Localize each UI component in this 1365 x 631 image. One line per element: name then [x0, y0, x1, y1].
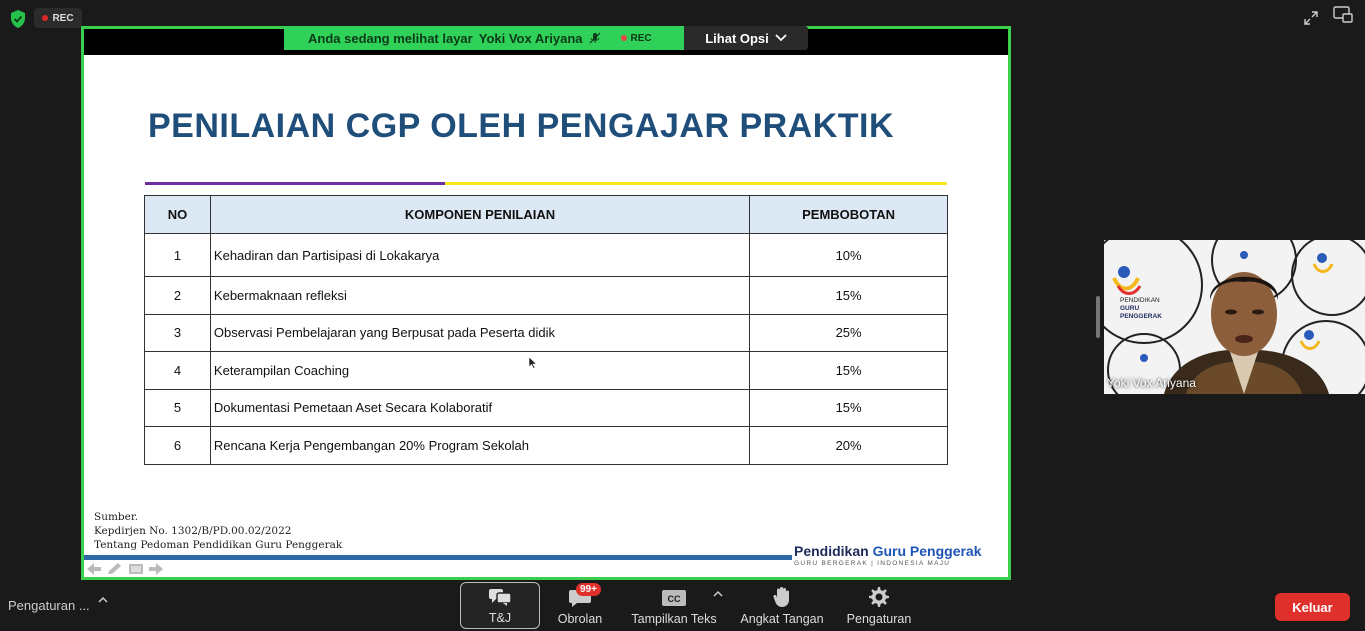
header-component: KOMPONEN PENILAIAN [210, 196, 749, 234]
gear-icon [868, 586, 890, 608]
recording-indicator[interactable] [34, 8, 82, 28]
raise-hand-label: Angkat Tangan [740, 612, 824, 626]
video-panel-drag-handle[interactable] [1096, 296, 1100, 338]
settings-button[interactable] [842, 582, 916, 629]
pen-icon[interactable] [106, 562, 124, 576]
recording-label: REC [52, 12, 74, 24]
next-slide-icon[interactable] [148, 562, 164, 576]
presentation-slide [84, 55, 1008, 577]
qa-chat-icon [487, 587, 513, 607]
row-no: 3 [145, 314, 211, 352]
row-weight: 15% [750, 277, 948, 315]
row-weight: 25% [750, 314, 948, 352]
logo-text-2: GURU [1120, 305, 1140, 312]
table-row [145, 352, 948, 390]
share-recording-indicator [621, 33, 652, 44]
row-no: 5 [145, 389, 211, 427]
row-no: 2 [145, 277, 211, 315]
row-component: Rencana Kerja Pengembangan 20% Program Sekolah [210, 427, 749, 465]
logo-text-3: PENGGERAK [1120, 313, 1162, 320]
view-options-button[interactable] [684, 26, 808, 50]
header-weight: PEMBOBOTAN [750, 196, 948, 234]
screen-share-banner [284, 26, 684, 50]
slide-title: PENILAIAN CGP OLEH PENGAJAR PRAKTIK [148, 107, 895, 145]
share-rec-label: REC [630, 32, 652, 44]
qa-label: T&J [488, 611, 512, 625]
prev-slide-icon[interactable] [86, 562, 102, 576]
assessment-table [144, 195, 948, 465]
row-component: Observasi Pembelajaran yang Berpusat pada Peserta didik [210, 314, 749, 352]
row-component: Dokumentasi Pemetaan Aset Secara Kolaboratif [210, 389, 749, 427]
settings-menu[interactable] [8, 598, 108, 613]
record-dot-icon [621, 35, 627, 41]
source-line-1: Sumber. [94, 511, 139, 523]
qa-button[interactable] [460, 582, 540, 629]
record-dot-icon [42, 15, 48, 21]
muted-mic-icon [589, 32, 601, 44]
row-weight: 10% [750, 234, 948, 277]
show-captions-button[interactable] [628, 582, 720, 629]
raise-hand-button[interactable] [738, 582, 826, 629]
brand-word-1: Pendidikan [794, 543, 869, 559]
logo-text-1: PENDIDIKAN [1120, 297, 1160, 304]
row-no: 4 [145, 352, 211, 390]
row-weight: 15% [750, 352, 948, 390]
table-row [145, 427, 948, 465]
row-weight: 15% [750, 389, 948, 427]
row-component: Kebermaknaan refleksi [210, 277, 749, 315]
row-weight: 20% [750, 427, 948, 465]
title-underline-yellow [445, 182, 947, 185]
header-no: NO [145, 196, 211, 234]
share-banner-text: Anda sedang melihat layar [308, 30, 473, 46]
table-row [145, 389, 948, 427]
table-row [145, 234, 948, 277]
chevron-up-icon [98, 596, 108, 604]
video-frame-image [1104, 240, 1365, 394]
presenter-name: Yoki Vox Ariyana [478, 30, 583, 46]
meeting-toolbar [0, 580, 1365, 631]
brand-tagline: GURU BERGERAK | INDONESIA MAJU [794, 560, 951, 567]
raise-hand-icon [772, 586, 792, 608]
participant-video[interactable] [1104, 240, 1365, 394]
view-options-label: Lihat Opsi [705, 30, 769, 46]
source-line-3: Tentang Pedoman Pendidikan Guru Penggerak [94, 539, 343, 551]
participant-name: Yoki Vox Ariyana [1107, 376, 1196, 390]
leave-meeting-button[interactable]: Keluar [1275, 593, 1350, 621]
chevron-down-icon [775, 34, 787, 42]
row-component: Keterampilan Coaching [210, 352, 749, 390]
brand-logo [794, 543, 982, 567]
row-component: Kehadiran dan Partisipasi di Lokakarya [210, 234, 749, 277]
table-header-row [145, 196, 948, 234]
row-no: 1 [145, 234, 211, 277]
settings-menu-label: Pengaturan ... [8, 598, 90, 613]
captions-options-chevron-icon[interactable] [713, 590, 723, 598]
table-row [145, 314, 948, 352]
table-row [145, 277, 948, 315]
chat-button[interactable] [550, 582, 610, 629]
closed-captions-icon [661, 588, 687, 608]
title-underline-purple [145, 182, 445, 185]
settings-label: Pengaturan [846, 612, 912, 626]
shield-check-icon[interactable] [8, 9, 28, 29]
slide-footer-bar [84, 555, 792, 560]
brand-word-2: Guru Penggerak [872, 543, 982, 559]
source-line-2: Kepdirjen No. 1302/B/PD.00.02/2022 [94, 525, 292, 537]
view-layout-icon[interactable] [1333, 6, 1353, 24]
slide-navigation [84, 560, 184, 577]
mouse-cursor-icon [529, 357, 537, 369]
show-captions-label: Tampilkan Teks [631, 612, 717, 626]
slide-menu-icon[interactable] [128, 562, 144, 576]
cc-glyph: CC [667, 594, 681, 604]
fullscreen-icon[interactable] [1303, 10, 1319, 26]
chat-label: Obrolan [557, 612, 603, 626]
row-no: 6 [145, 427, 211, 465]
source-citation [94, 510, 342, 552]
chat-unread-badge: 99+ [576, 583, 601, 596]
